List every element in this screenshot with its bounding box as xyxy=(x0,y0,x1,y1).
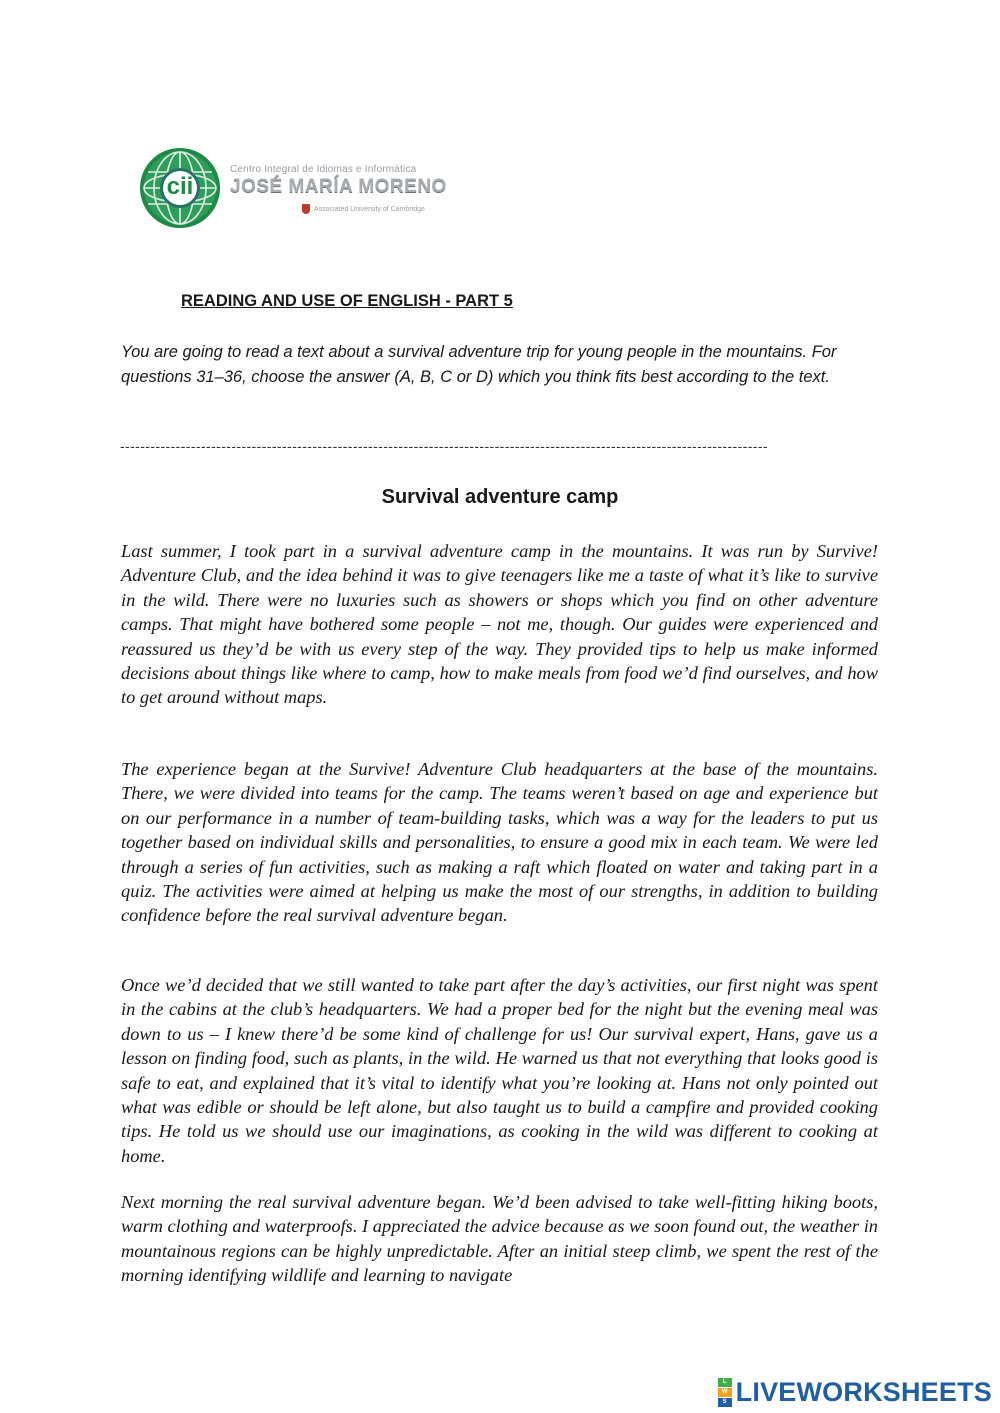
text-title: Survival adventure camp xyxy=(381,486,619,508)
liveworksheets-icon: L W S xyxy=(718,1378,732,1407)
logo-affiliation: Associated University of Cambridge xyxy=(302,204,447,214)
shield-icon xyxy=(302,204,310,214)
liveworksheets-watermark xyxy=(718,1374,992,1410)
watermark-text: LIVEWORKSHEETS xyxy=(735,1376,992,1407)
paragraph: Once we’d decided that we still wanted to take part after the day’s activities, our first night was spent in the cabins at the club’s headquarters. We had a proper bed for the night but the evening meal was down to us – I knew there’d be some kind of challenge for us! Our survival expert, Hans, gave us a lesson on finding food, such as plants, in the wild. He warned us that not everything that looks good is safe to eat, and explained that it’s vital to identify what you’re looking at. Hans not only pointed out what was edible or should be left alone, but also taught us to build a campfire and provided cooking tips. He told us we should use our imaginations, as cooking in the wild was different to cooking at home. xyxy=(121,975,878,1166)
paragraph: Last summer, I took part in a survival adventure camp in the mountains. It was run by Survive! Adventure Club, and the idea behind it was to give teenagers like me a taste of what it’s like to survive in the wild. There were no luxuries such as showers or shops which you find on other adventure camps. That might have bothered some people – not me, though. Our guides were experienced and reassured us they’d be with us every step of the way. They provided tips to help us make informed decisions about things like where to camp, how to make meals from food we’d find ourselves, and how to get around without maps. xyxy=(121,541,878,708)
school-logo xyxy=(138,146,458,230)
logo-name: JOSÉ MARÍA MORENO xyxy=(230,176,447,197)
logo-subtitle: Centro Integral de Idiomas e Informática xyxy=(230,164,417,175)
section-heading: READING AND USE OF ENGLISH - PART 5 xyxy=(181,292,513,310)
emblem-letters: cii xyxy=(166,173,194,200)
paragraph: Next morning the real survival adventure began. We’d been advised to take well-fitting hiking boots, warm clothing and waterproofs. I appreciated the advice because as we soon found out, the weather in mountainous regions can be highly unpredictable. After an initial steep climb, we spent the rest of the morning identifying wildlife and learning to navigate xyxy=(121,1192,878,1286)
instructions: You are going to read a text about a survival adventure trip for young people in the mountains. For questions 31–36, choose the answer (A, B, C or D) which you think fits best according to the text. xyxy=(121,343,837,386)
paragraph: The experience began at the Survive! Adventure Club headquarters at the base of the mountains. There, we were divided into teams for the camp. The teams weren’t based on age and experience but on our performance in a number of team-building tasks, which was a way for the leaders to put us together based on individual skills and personalities, to ensure a good mix in each team. We were led through a series of fun activities, such as making a raft which floated on water and taking part in a quiz. The activities were aimed at helping us make the most of our strengths, in addition to building confidence before the real survival adventure began. xyxy=(121,759,878,926)
divider-line: -------------------------------------------------------------------------------------------------------------------------------- xyxy=(120,438,768,454)
